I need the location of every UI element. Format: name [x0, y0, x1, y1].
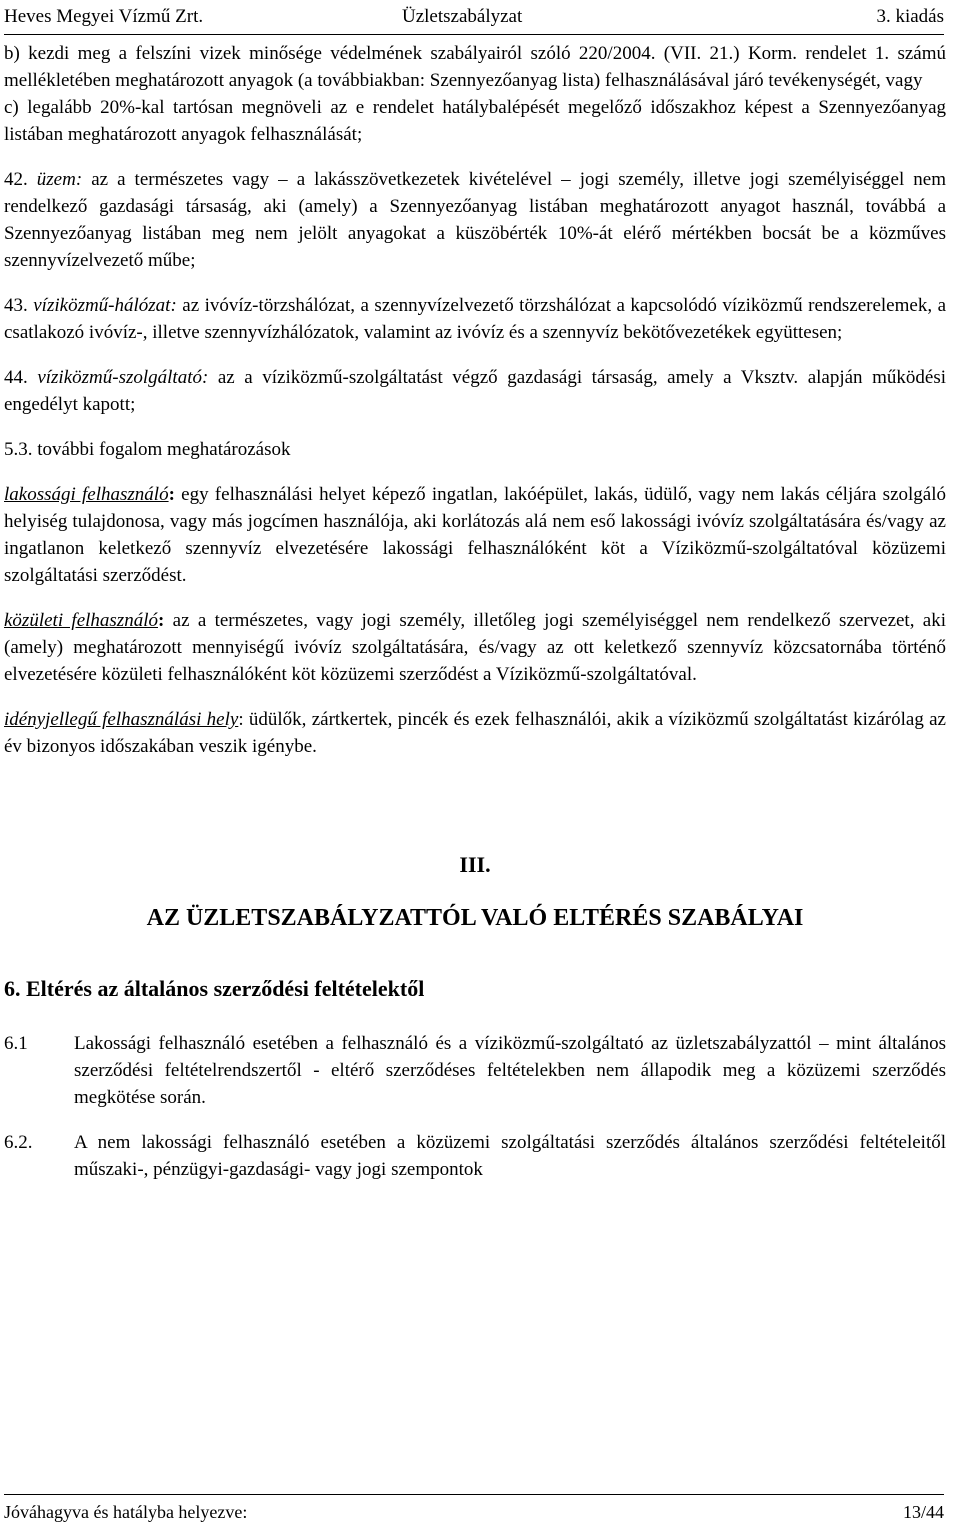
- page-footer: [4, 1494, 944, 1523]
- definition-42: 42. üzem: az a természetes vagy – a lakásszövetkezetek kivételével – jogi személy, illetve jogi személyiséggel nem rendelkező gazdasági társaság, aki (amely) a Szennyezőanyag listában meghatározott anyagot használ, továbbá a Szennyezőanyag listában meg nem jelölt anyagokat a küszöbérték 10%-át elérő mértékben bocsát be a közműves szennyvízelvezető műbe;: [4, 169, 946, 271]
- definition-43: 43. víziközmű-hálózat: az ivóvíz-törzshálózat, a szennyvízelvezető törzshálózat a kapcsolódó víziközmű rendszerelemek, a csatlakozó ivóvíz-, illetve szennyvízhálózatok, valamint az ivóvíz és a szennyvíz bekötővezetékek együttesen;: [4, 295, 946, 343]
- item-c: c) legalább 20%-kal tartósan megnöveli az e rendelet hatálybalépését megelőző időszakhoz képest a Szennyezőanyag listában meghatározott anyagok felhasználását;: [4, 97, 946, 145]
- subsection-5-3: 5.3. további fogalom meghatározások: [4, 439, 291, 460]
- document-body: [4, 40, 946, 1183]
- chapter-title: AZ ÜZLETSZABÁLYZATTÓL VALÓ ELTÉRÉS SZABÁLYAI: [146, 905, 804, 931]
- term-vizikozmu-halozat: víziközmű-hálózat:: [33, 295, 177, 316]
- definition-idenyjellegu: idényjellegű felhasználási hely: üdülők, zártkertek, pincék és ezek felhasználói, akik a víziközmű szolgáltatást kizárólag az év bizonyos időszakában veszik igénybe.: [4, 709, 946, 757]
- chapter-number: III.: [459, 852, 491, 877]
- header-document-title: Üzletszabályzat: [402, 6, 523, 27]
- header-organization: Heves Megyei Vízmű Zrt.: [4, 6, 204, 27]
- item-b: b) kezdi meg a felszíni vizek minősége védelmének szabályairól szóló 220/2004. (VII. 21.) Korm. rendelet 1. számú mellékletében meghatározott anyagok (a továbbiakban: Szennyezőanyag lista) felhasználásával járó tevékenységét, vagy: [4, 43, 946, 91]
- definition-44: 44. víziközmű-szolgáltató: az a víziközmű-szolgáltatást végző gazdasági társaság, amely a Vksztv. alapján működési engedélyt kapott;: [4, 367, 946, 415]
- term-uzem: üzem:: [36, 169, 83, 190]
- footer-page-number: 13/44: [902, 1502, 944, 1522]
- item-6-2-number: 6.2.: [4, 1132, 33, 1153]
- item-6-1-number: 6.1: [4, 1033, 28, 1054]
- definition-lakossagi: lakossági felhasználó: egy felhasználási helyet képező ingatlan, lakóépület, lakás, üdülő, vagy nem lakás céljára szolgáló helyiség tulajdonosa, vagy más jogcímen használója, aki korlátozás alá nem eső lakossági ivóvíz szolgáltatására és/vagy az ingatlanon keletkező szennyvíz elvezetésére lakossági felhasználóként köt a Víziközmű-szolgáltatóval közüzemi szolgáltatási szerződést.: [4, 484, 946, 586]
- term-lakossagi-felhasznalo: lakossági felhasználó: [4, 484, 169, 505]
- footer-approval: Jóváhagyva és hatályba helyezve:: [4, 1502, 248, 1522]
- item-6-2-text: A nem lakossági felhasználó esetében a közüzemi szolgáltatási szerződés általános szerződési feltételeitől műszaki-, pénzügyi-gazdasági- vagy jogi szempontok: [74, 1132, 946, 1180]
- term-kozuleti-felhasznalo: közületi felhasználó: [4, 610, 158, 631]
- item-6-1: [4, 1030, 946, 1111]
- section-6-title: 6. Eltérés az általános szerződési feltételektől: [4, 976, 425, 1001]
- term-idenyjellegu-hely: idényjellegű felhasználási hely: [4, 709, 239, 730]
- definition-kozuleti: közületi felhasználó: az a természetes, vagy jogi személy, illetőleg jogi személyiséggel nem rendelkező szervezet, aki (amely) meghatározott mennyiségű ivóvíz szolgáltatására, és/vagy az ott keletkező szennyvíz közcsatornába történő elvezetésére közületi felhasználóként köt közüzemi szerződést a Víziközmű-szolgáltatóval.: [4, 610, 946, 685]
- item-6-2: [4, 1129, 946, 1183]
- page-header: [4, 4, 944, 35]
- item-6-1-text: Lakossági felhasználó esetében a felhasználó és a víziközmű-szolgáltató az üzletszabályzattól – mint általános szerződési feltételrendszertől - eltérő szerződéses feltételekben nem állapodik meg a közüzemi szerződés megkötése során.: [74, 1033, 946, 1108]
- header-edition: 3. kiadás: [876, 6, 944, 27]
- term-vizikozmu-szolgaltato: víziközmű-szolgáltató:: [37, 367, 209, 388]
